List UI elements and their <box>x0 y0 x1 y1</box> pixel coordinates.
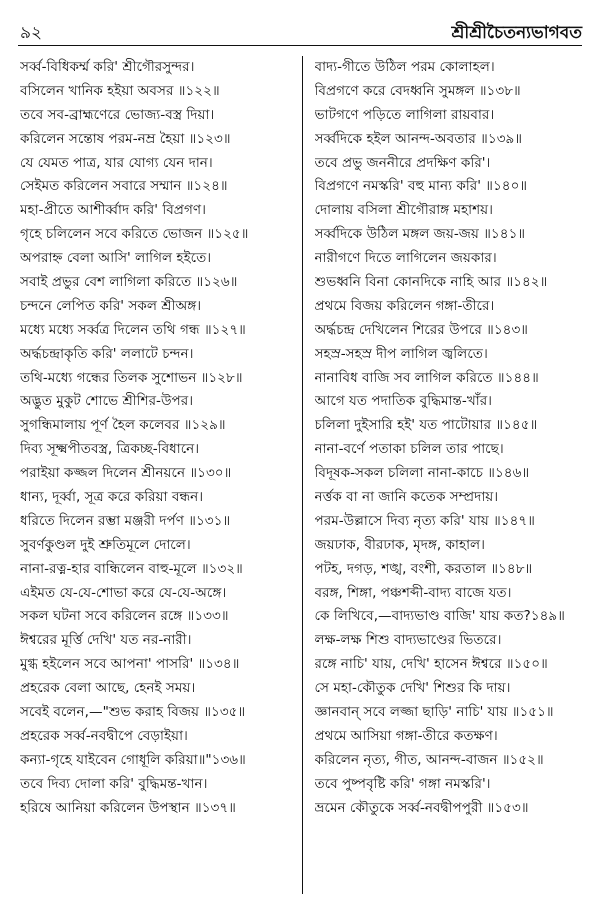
verse-line: তবে প্রভু জননীরে প্রদক্ষিণ করি'। <box>314 154 491 171</box>
verse-line: ধরিতে দিলেন রম্ভা মঞ্জরী দর্পণ ॥১৩১॥ <box>20 512 231 529</box>
verse-line: জয়ঢাক, বীরঢাক, মৃদঙ্গ, কাহাল। <box>314 536 486 553</box>
verse-line: বিপ্রগণে নমস্করি' বহু মান্য করি' ॥১৪০॥ <box>314 178 528 195</box>
verse-line: করিলেন সন্তোষ পরম-নম্র হৈয়া ॥১২৩॥ <box>20 130 231 147</box>
verse-line: ঈশ্বরের মূর্ত্তি দেখি' যত নর-নারী। <box>20 632 192 649</box>
verse-line: লক্ষ-লক্ষ শিশু বাদ্যভাণ্ডের ভিতরে। <box>314 632 502 649</box>
verse-line: সুগন্ধিমালায় পূর্ণ হৈল কলেবর ॥১২৯॥ <box>20 417 226 434</box>
verse-line: অদ্ভুত মুকুট শোভে শ্রীশির-উপর। <box>20 393 194 410</box>
verse-line: চন্দনে লেপিত করি' সকল শ্রীঅঙ্গ। <box>20 297 202 314</box>
verse-line: অর্দ্ধচন্দ্রাকৃতি করি' ললাটে চন্দন। <box>20 345 194 362</box>
verse-line: দোলায় বসিলা শ্রীগৌরাঙ্গ মহাশয়। <box>314 202 494 219</box>
verse-line: সর্ব্বদিকে উঠিল মঙ্গল জয়-জয় ॥১৪১॥ <box>314 226 526 243</box>
right-column <box>303 56 587 894</box>
left-column <box>20 56 302 894</box>
verse-line: পটহ, দগড়, শঙ্খ, বংশী, করতাল ॥১৪৮॥ <box>314 560 533 577</box>
page-number: ৯২ <box>20 23 43 43</box>
verse-line: প্রথমে আসিয়া গঙ্গা-তীরে কতক্ষণ। <box>314 727 498 744</box>
verse-line: সহস্র-সহস্র দীপ লাগিল জ্বলিতে। <box>314 345 488 362</box>
verse-line: নানাবিধ বাজি সব লাগিল করিতে ॥১৪৪॥ <box>314 369 539 386</box>
verse-line: চলিলা দুইসারি হই' যত পাটোয়ার ॥১৪৫॥ <box>314 417 538 434</box>
header-rule <box>18 45 582 46</box>
verse-line: ভ্রমেন কৌতুকে সর্ব্ব-নবদ্বীপপুরী ॥১৫৩॥ <box>314 799 529 816</box>
verse-line: মহা-প্রীতে আশীর্ব্বাদ করি' বিপ্রগণ। <box>20 202 206 219</box>
verse-line: ধান্য, দূর্ব্বা, সূত্র করে করিয়া বন্ধন। <box>20 489 204 506</box>
verse-line: বিদূষক-সকল চলিলা নানা-কাচে ॥১৪৬॥ <box>314 465 530 482</box>
verse-line: তবে সব-ব্রাহ্মণেরে ভোজ্য-বস্ত্র দিয়া। <box>20 106 215 123</box>
verse-line: তথি-মধ্যে গন্ধের তিলক সুশোভন ॥১২৮॥ <box>20 369 243 386</box>
verse-line: সে মহা-কৌতুক দেখি' শিশুর কি দায়। <box>314 680 511 697</box>
verse-line: বিপ্রগণে করে বেদধ্বনি সুমঙ্গল ॥১৩৮॥ <box>314 82 521 99</box>
verse-line: প্রহরেক বেলা আছে, হেনই সময়। <box>20 680 196 697</box>
verse-line: করিলেন নৃত্য, গীত, আনন্দ-বাজন ॥১৫২॥ <box>314 751 544 768</box>
verse-line: কে লিখিবে,—বাদ্যভাণ্ড বাজি' যায় কত?১৪৯॥ <box>314 608 565 625</box>
verse-line: প্রথমে বিজয় করিলেন গঙ্গা-তীরে। <box>314 297 495 314</box>
text-columns <box>20 56 586 894</box>
verse-line: বাদ্য-গীতে উঠিল পরম কোলাহল। <box>314 59 495 75</box>
verse-line: ভাটগণে পড়িতে লাগিলা রায়বার। <box>314 106 495 123</box>
verse-line: নানা-রত্ন-হার বান্ধিলেন বাহু-মূলে ॥১৩২॥ <box>20 560 243 577</box>
verse-line: সুবর্ণকুণ্ডল দুই শ্রুতিমূলে দোলে। <box>20 536 191 553</box>
verse-line: তবে পুষ্পবৃষ্টি করি' গঙ্গা নমস্করি'। <box>314 775 491 792</box>
verse-line: পরাইয়া কজ্জল দিলেন শ্রীনয়নে ॥১৩০॥ <box>20 465 232 482</box>
verse-line: নানা-বর্ণে পতাকা চলিল তার পাছে। <box>314 441 504 458</box>
verse-line: সর্ব্বদিকে হইল আনন্দ-অবতার ॥১৩৯॥ <box>314 130 523 147</box>
verse-line: পরম-উল্লাসে দিব্য নৃত্য করি' যায় ॥১৪৭॥ <box>314 512 535 529</box>
verse-line: অপরাহ্ন বেলা আসি' লাগিল হইতে। <box>20 250 212 267</box>
verse-line: যে যেমত পাত্র, যার যোগ্য যেন দান। <box>20 154 213 171</box>
verse-line: হরিষে আনিয়া করিলেন উপস্থান ॥১৩৭॥ <box>20 799 236 816</box>
verse-line: রঙ্গে নাচি' যায়, দেখি' হাসেন ঈশ্বরে ॥১৫০॥ <box>314 656 548 673</box>
verse-line: জ্ঞানবান্ সবে লজ্জা ছাড়ি' নাচি' যায় ॥১৫১॥ <box>314 704 554 721</box>
verse-line: বসিলেন খানিক হইয়া অবসর ॥১২২॥ <box>20 82 220 99</box>
verse-line: দিব্য সূক্ষ্মপীতবস্ত্র, ত্রিকচ্ছ-বিধানে। <box>20 441 200 458</box>
verse-line: তবে দিব্য দোলা করি' বুদ্ধিমন্ত-খান। <box>20 775 208 792</box>
verse-line: সেইমত করিলেন সবারে সম্মান ॥১২৪॥ <box>20 178 228 195</box>
verse-line: সর্ব্ব-বিধিকর্ম্ম করি' শ্রীগৌরসুন্দর। <box>20 59 195 75</box>
verse-line: সবাই প্রভুর বেশ লাগিলা করিতে ॥১২৬॥ <box>20 274 238 291</box>
verse-line: নর্ত্তক বা না জানি কতেক সম্প্রদায়। <box>314 489 499 506</box>
verse-line: মুগ্ধ হইলেন সবে আপনা' পাসরি' ॥১৩৪॥ <box>20 656 240 673</box>
verse-line: সকল ঘটনা সবে করিলেন রঙ্গে ॥১৩৩॥ <box>20 608 229 625</box>
verse-line: কন্যা-গৃহে যাইবেন গোধূলি করিয়া॥"১৩৬॥ <box>20 751 246 768</box>
verse-line: বরঙ্গ, শিঙ্গা, পঞ্চশব্দী-বাদ্য বাজে যত। <box>314 584 512 601</box>
verse-line: গৃহে চলিলেন সবে করিতে ভোজন ॥১২৫॥ <box>20 226 249 243</box>
running-title: শ্রীশ্রীচৈতন্যভাগবত <box>451 23 582 43</box>
verse-line: আগে যত পদাতিক বুদ্ধিমান্ত-খাঁর। <box>314 393 493 410</box>
verse-line: নারীগণে দিতে লাগিলেন জয়কার। <box>314 250 497 267</box>
verse-line: মধ্যে মধ্যে সর্ব্বত্র দিলেন তথি গন্ধ ॥১২৭॥ <box>20 321 246 338</box>
verse-line: প্রহরেক সর্ব্ব-নবদ্বীপে বেড়াইয়া। <box>20 727 188 744</box>
page-header <box>20 12 582 42</box>
verse-line: এইমত যে-যে-শোভা করে যে-যে-অঙ্গে। <box>20 584 227 601</box>
verse-line: অর্দ্ধচন্দ্র দেখিলেন শিরের উপরে ॥১৪৩॥ <box>314 321 528 338</box>
verse-line: শুভধ্বনি বিনা কোনদিকে নাহি আর ॥১৪২॥ <box>314 274 548 291</box>
verse-line: সবেই বলেন,—"শুভ করাহ বিজয় ॥১৩৫॥ <box>20 704 246 721</box>
